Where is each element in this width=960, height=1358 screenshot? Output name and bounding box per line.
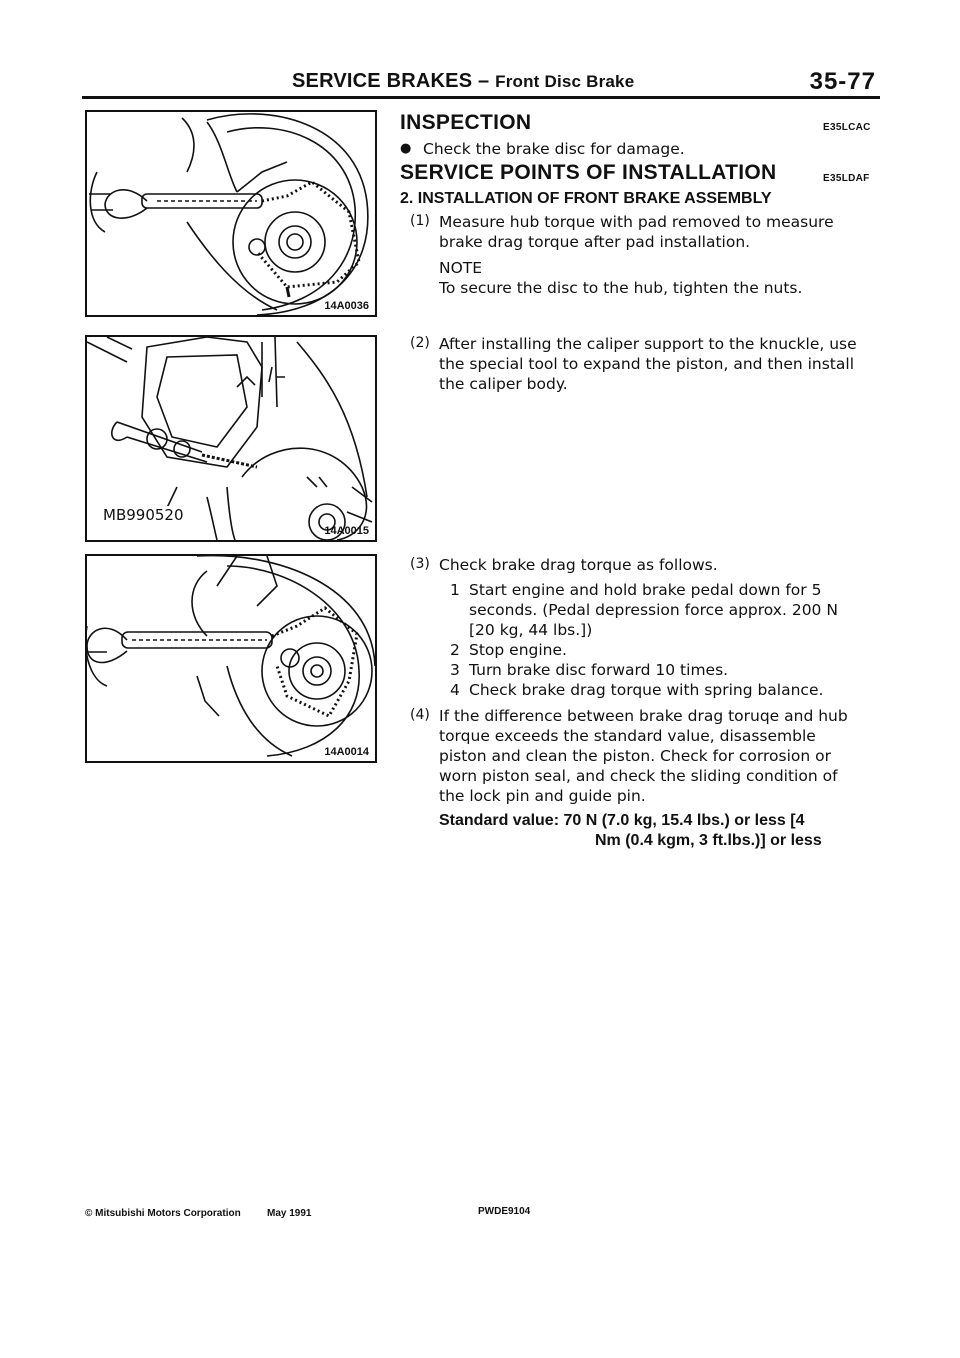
hub-torque-illustration xyxy=(87,112,375,315)
sub-item-number: 2 xyxy=(450,641,460,659)
header-title-main: SERVICE BRAKES xyxy=(292,70,473,92)
sub-item-line: seconds. (Pedal depression force approx. 200 N xyxy=(469,601,838,619)
inspection-tag: E35LCAC xyxy=(823,122,871,133)
figure-code: 14A0014 xyxy=(324,746,369,758)
page-header xyxy=(0,68,960,98)
step2-line: After installing the caliper support to the knuckle, use xyxy=(439,335,857,353)
service-subheading: 2. INSTALLATION OF FRONT BRAKE ASSEMBLY xyxy=(400,190,772,207)
step2-line: the caliper body. xyxy=(439,375,568,393)
inspection-text: Check the brake disc for damage. xyxy=(423,140,685,158)
sub-item-number: 4 xyxy=(450,681,460,699)
step-number: (1) xyxy=(410,213,430,229)
figure-expand-piston xyxy=(85,335,377,542)
special-tool-label: MB990520 xyxy=(103,506,184,524)
sub-item-line: Stop engine. xyxy=(469,641,567,659)
step-number: (4) xyxy=(410,707,430,723)
figure-hub-torque xyxy=(85,110,377,317)
page-number: 35-77 xyxy=(809,68,876,95)
step2-line: the special tool to expand the piston, and then install xyxy=(439,355,854,373)
step4-line: If the difference between brake drag toruqe and hub xyxy=(439,707,848,725)
service-tag: E35LDAF xyxy=(823,173,870,184)
sub-item-line: Check brake drag torque with spring balance. xyxy=(469,681,824,699)
note-label: NOTE xyxy=(439,259,483,277)
sub-item-line: Start engine and hold brake pedal down for 5 xyxy=(469,581,822,599)
sub-item-number: 1 xyxy=(450,581,460,599)
figure-code: 14A0015 xyxy=(324,525,369,537)
step-number: (2) xyxy=(410,335,430,351)
sub-item-line: [20 kg, 44 lbs.]) xyxy=(469,621,593,639)
step4-line: the lock pin and guide pin. xyxy=(439,787,646,805)
step3-text: Check brake drag torque as follows. xyxy=(439,556,718,574)
figure-code: 14A0036 xyxy=(324,300,369,312)
service-heading: SERVICE POINTS OF INSTALLATION xyxy=(400,161,777,184)
step-number: (3) xyxy=(410,556,430,572)
sub-item-line: Turn brake disc forward 10 times. xyxy=(469,661,729,679)
footer-doc-code: PWDE9104 xyxy=(478,1206,531,1217)
figure-drag-torque xyxy=(85,554,377,763)
header-title-separator: – xyxy=(472,70,496,92)
step4-line: piston and clean the piston. Check for corrosion or xyxy=(439,747,831,765)
step1-line: brake drag torque after pad installation. xyxy=(439,233,751,251)
footer-date: May 1991 xyxy=(267,1208,312,1219)
standard-value-line: Standard value: 70 N (7.0 kg, 15.4 lbs.) or less [4 xyxy=(439,812,805,829)
header-rule xyxy=(82,96,880,99)
note-text: To secure the disc to the hub, tighten the nuts. xyxy=(439,279,803,297)
sub-item-number: 3 xyxy=(450,661,460,679)
header-title-sub: Front Disc Brake xyxy=(495,72,635,91)
footer-copyright: © Mitsubishi Motors Corporation xyxy=(85,1208,241,1219)
drag-torque-illustration xyxy=(87,556,375,761)
inspection-bullet: ● xyxy=(400,141,412,156)
step1-line: Measure hub torque with pad removed to measure xyxy=(439,213,834,231)
standard-value-line: Nm (0.4 kgm, 3 ft.lbs.)] or less xyxy=(595,832,822,849)
step4-line: worn piston seal, and check the sliding condition of xyxy=(439,767,838,785)
inspection-heading: INSPECTION xyxy=(400,111,532,134)
header-title xyxy=(292,70,634,93)
step4-line: torque exceeds the standard value, disassemble xyxy=(439,727,816,745)
